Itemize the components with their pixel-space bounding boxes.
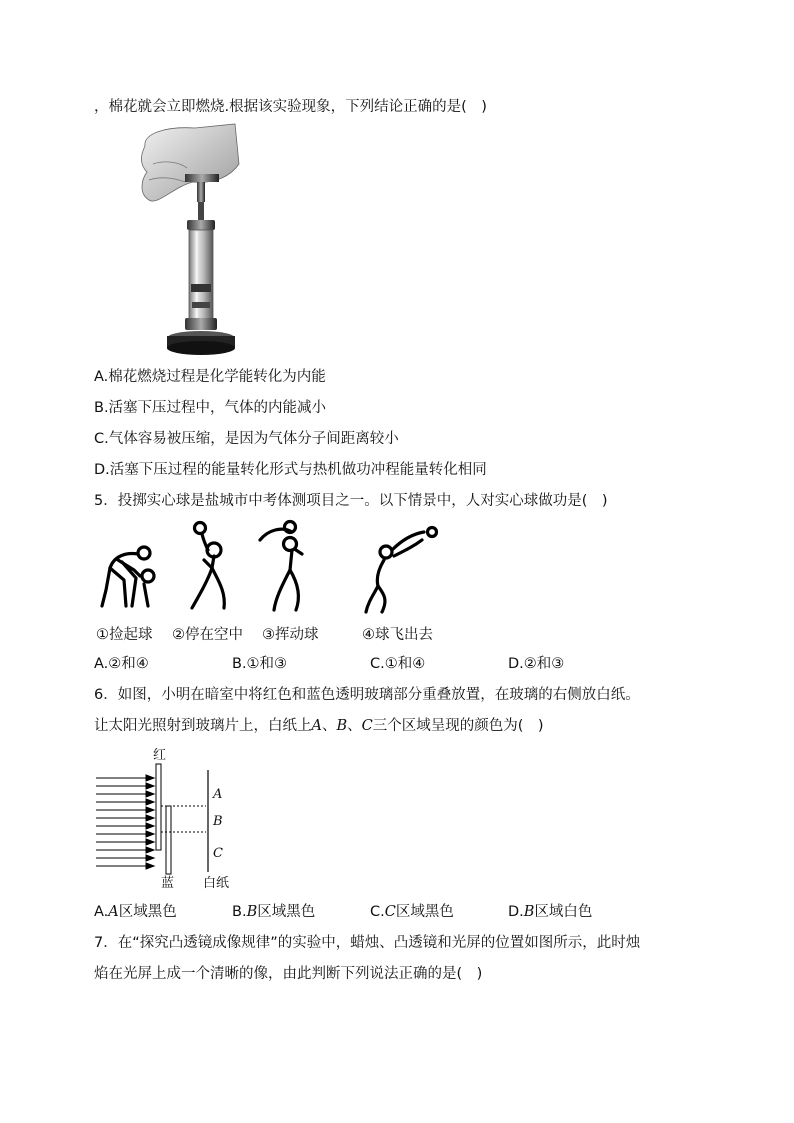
q6-option-d: D.B区域白色 [508,904,593,920]
q6-region-c: C [361,718,373,734]
label-region-a: A [213,787,223,802]
q6-stem-line2 [94,719,544,734]
q6-stem-line1: 6．如图，小明在暗室中将红色和蓝色透明玻璃部分重叠放置，在玻璃的右侧放白纸。 [94,687,640,703]
q5-caption-3: ③挥动球 [262,627,319,643]
q6-sep-1: 、 [321,718,337,734]
figure-swing-ball [260,522,302,611]
q6-region-a: A [311,718,322,734]
red-glass [156,764,161,850]
q6-option-c: C.C区域黑色 [370,904,454,920]
q5-option-a: A.②和④ [94,656,149,672]
q6-sep-2: 、 [347,718,362,734]
stick-figures-figure [96,520,441,620]
q6-region-b: B [336,718,348,734]
light-rays [96,775,154,869]
q4-stem: ，棉花就会立即燃烧.根据该实验现象，下列结论正确的是( ) [94,99,487,115]
label-white-paper: 白纸 [203,876,230,891]
q4-option-a: A.棉花燃烧过程是化学能转化为内能 [94,369,326,385]
q5-stem: 5．投掷实心球是盐城市中考体测项目之一。以下情景中，人对实心球做功是( ) [94,493,608,509]
q5-caption-1: ①捡起球 [96,627,153,643]
q5-caption-4: ④球飞出去 [362,627,433,643]
q5-caption-2: ②停在空中 [172,627,243,643]
compression-cylinder-figure [135,124,245,360]
q4-option-b: B.活塞下压过程中，气体的内能减小 [94,400,327,416]
blue-glass [166,806,171,874]
figure-pick-up [102,547,154,606]
label-red-glass: 红 [153,748,167,763]
q6-option-a: A.A区域黑色 [94,904,177,920]
q4-option-c: C.气体容易被压缩，是因为气体分子间距离较小 [94,431,399,447]
label-region-c: C [213,846,223,861]
q6-stem-suffix: 三个区域呈现的颜色为( ) [372,718,544,734]
q6-option-b: B.B区域黑色 [232,904,316,920]
label-region-b: B [213,814,223,829]
q7-stem-line2: 焰在光屏上成一个清晰的像，由此判断下列说法正确的是( ) [94,966,483,982]
q6-stem-prefix: 让太阳光照射到玻璃片上，白纸上 [94,718,312,734]
q5-option-b: B.①和③ [232,656,288,672]
q7-stem-line1: 7．在“探究凸透镜成像规律”的实验中，蜡烛、凸透镜和光屏的位置如图所示，此时烛 [94,935,641,951]
q4-option-d: D.活塞下压过程的能量转化形式与热机做功冲程能量转化相同 [94,462,487,478]
q5-option-c: C.①和④ [370,656,426,672]
figure-hold-ball [192,523,224,609]
figure-ball-flying [366,528,437,613]
label-blue-glass: 蓝 [161,876,175,891]
q5-option-d: D.②和③ [508,656,565,672]
